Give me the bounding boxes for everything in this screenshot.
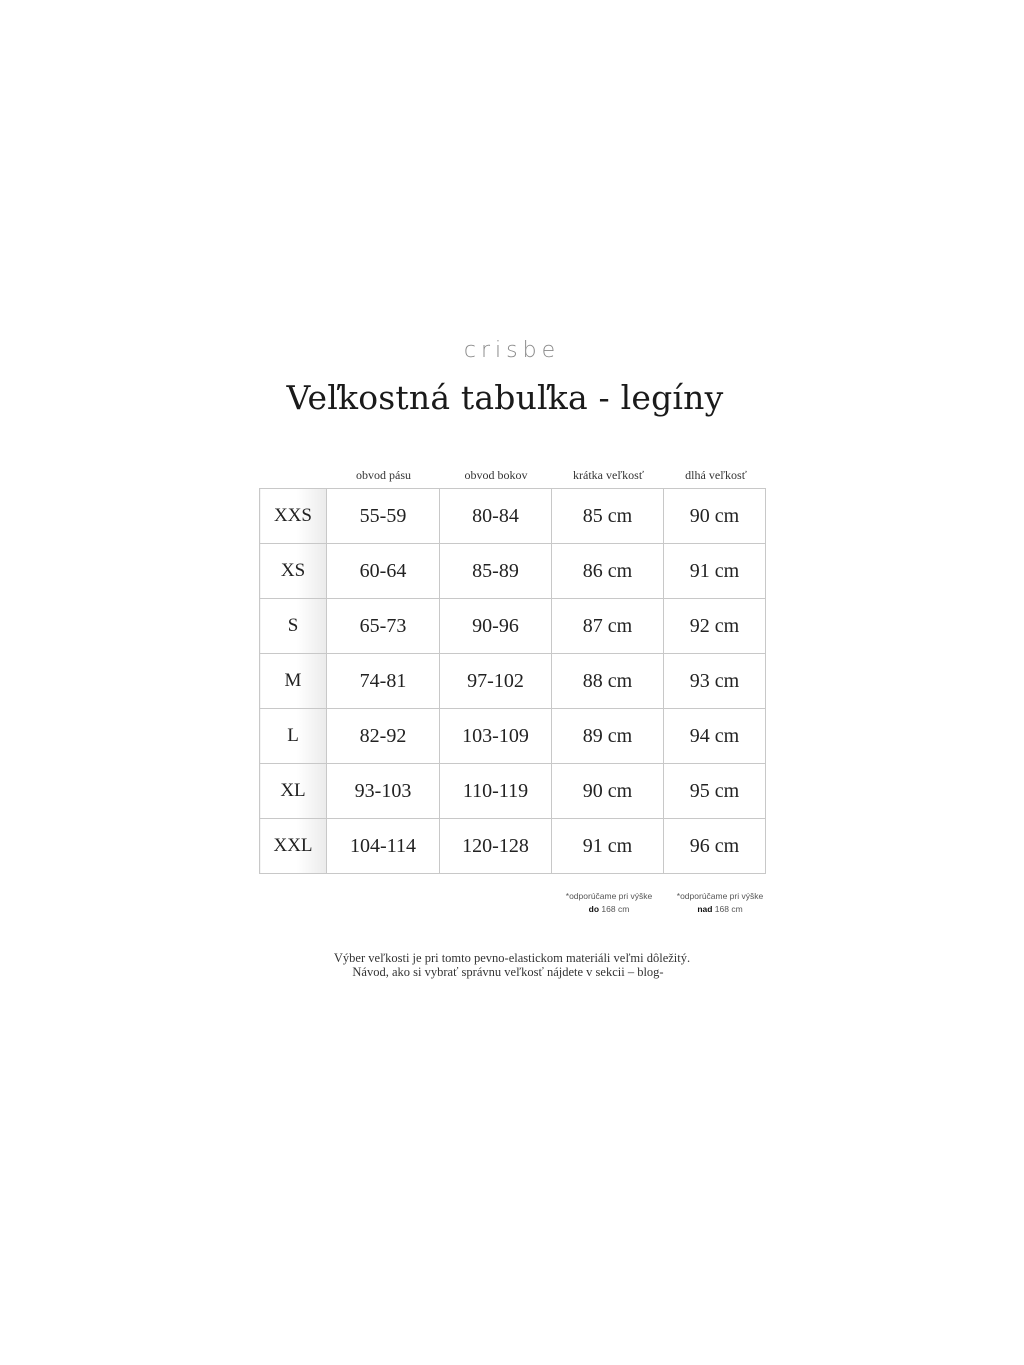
size-label: S [260, 599, 327, 654]
hips-cell: 80-84 [440, 489, 552, 544]
table-row [260, 709, 766, 764]
size-label: XL [260, 764, 327, 819]
waist-cell: 93-103 [327, 764, 440, 819]
long-length-cell: 94 cm [664, 709, 766, 764]
short-note-text: *odporúčame pri výške [565, 891, 653, 901]
hips-cell: 90-96 [440, 599, 552, 654]
short-length-cell: 90 cm [552, 764, 664, 819]
short-length-cell: 88 cm [552, 654, 664, 709]
table-row [260, 544, 766, 599]
short-length-note [553, 890, 665, 916]
footer-line-2: Návod, ako si vybrať správnu veľkosť nájdete v sekcii – blog- [352, 965, 664, 979]
hips-cell: 120-128 [440, 819, 552, 874]
short-note-keyword: do [588, 904, 600, 914]
long-length-cell: 90 cm [664, 489, 766, 544]
size-label: XXL [260, 819, 327, 874]
column-header-short-length: krátka veľkosť [573, 468, 644, 482]
short-length-cell: 87 cm [552, 599, 664, 654]
short-length-cell: 85 cm [552, 489, 664, 544]
long-length-note [665, 890, 775, 916]
waist-cell: 60-64 [327, 544, 440, 599]
long-length-cell: 96 cm [664, 819, 766, 874]
column-headers [327, 468, 767, 483]
size-label: XS [260, 544, 327, 599]
column-header-hips: obvod bokov [464, 468, 528, 482]
short-length-cell: 86 cm [552, 544, 664, 599]
size-label: XXS [260, 489, 327, 544]
long-note-keyword: nad [697, 904, 713, 914]
long-note-height: 168 cm [712, 904, 743, 914]
brand-logo: crisbe [463, 338, 561, 363]
size-label: M [260, 654, 327, 709]
waist-cell: 55-59 [327, 489, 440, 544]
long-length-cell: 95 cm [664, 764, 766, 819]
footer-text [0, 951, 1024, 979]
hips-cell: 97-102 [440, 654, 552, 709]
footer-line-1: Výber veľkosti je pri tomto pevno-elastickom materiáli veľmi dôležitý. [333, 951, 691, 965]
short-length-cell: 89 cm [552, 709, 664, 764]
waist-cell: 104-114 [327, 819, 440, 874]
size-chart-table [259, 488, 766, 874]
table-row [260, 764, 766, 819]
long-length-cell: 93 cm [664, 654, 766, 709]
table-row [260, 654, 766, 709]
waist-cell: 74-81 [327, 654, 440, 709]
table-row [260, 819, 766, 874]
hips-cell: 103-109 [440, 709, 552, 764]
hips-cell: 110-119 [440, 764, 552, 819]
height-notes [553, 890, 775, 916]
waist-cell: 82-92 [327, 709, 440, 764]
column-header-long-length: dlhá veľkosť [685, 468, 747, 482]
page-title: Veľkostná tabuľka - legíny [286, 378, 724, 417]
long-length-cell: 91 cm [664, 544, 766, 599]
long-length-cell: 92 cm [664, 599, 766, 654]
table-row [260, 489, 766, 544]
short-length-cell: 91 cm [552, 819, 664, 874]
long-note-text: *odporúčame pri výške [676, 891, 764, 901]
column-header-waist: obvod pásu [356, 468, 411, 482]
waist-cell: 65-73 [327, 599, 440, 654]
short-note-height: 168 cm [599, 904, 630, 914]
hips-cell: 85-89 [440, 544, 552, 599]
table-row [260, 599, 766, 654]
size-label: L [260, 709, 327, 764]
